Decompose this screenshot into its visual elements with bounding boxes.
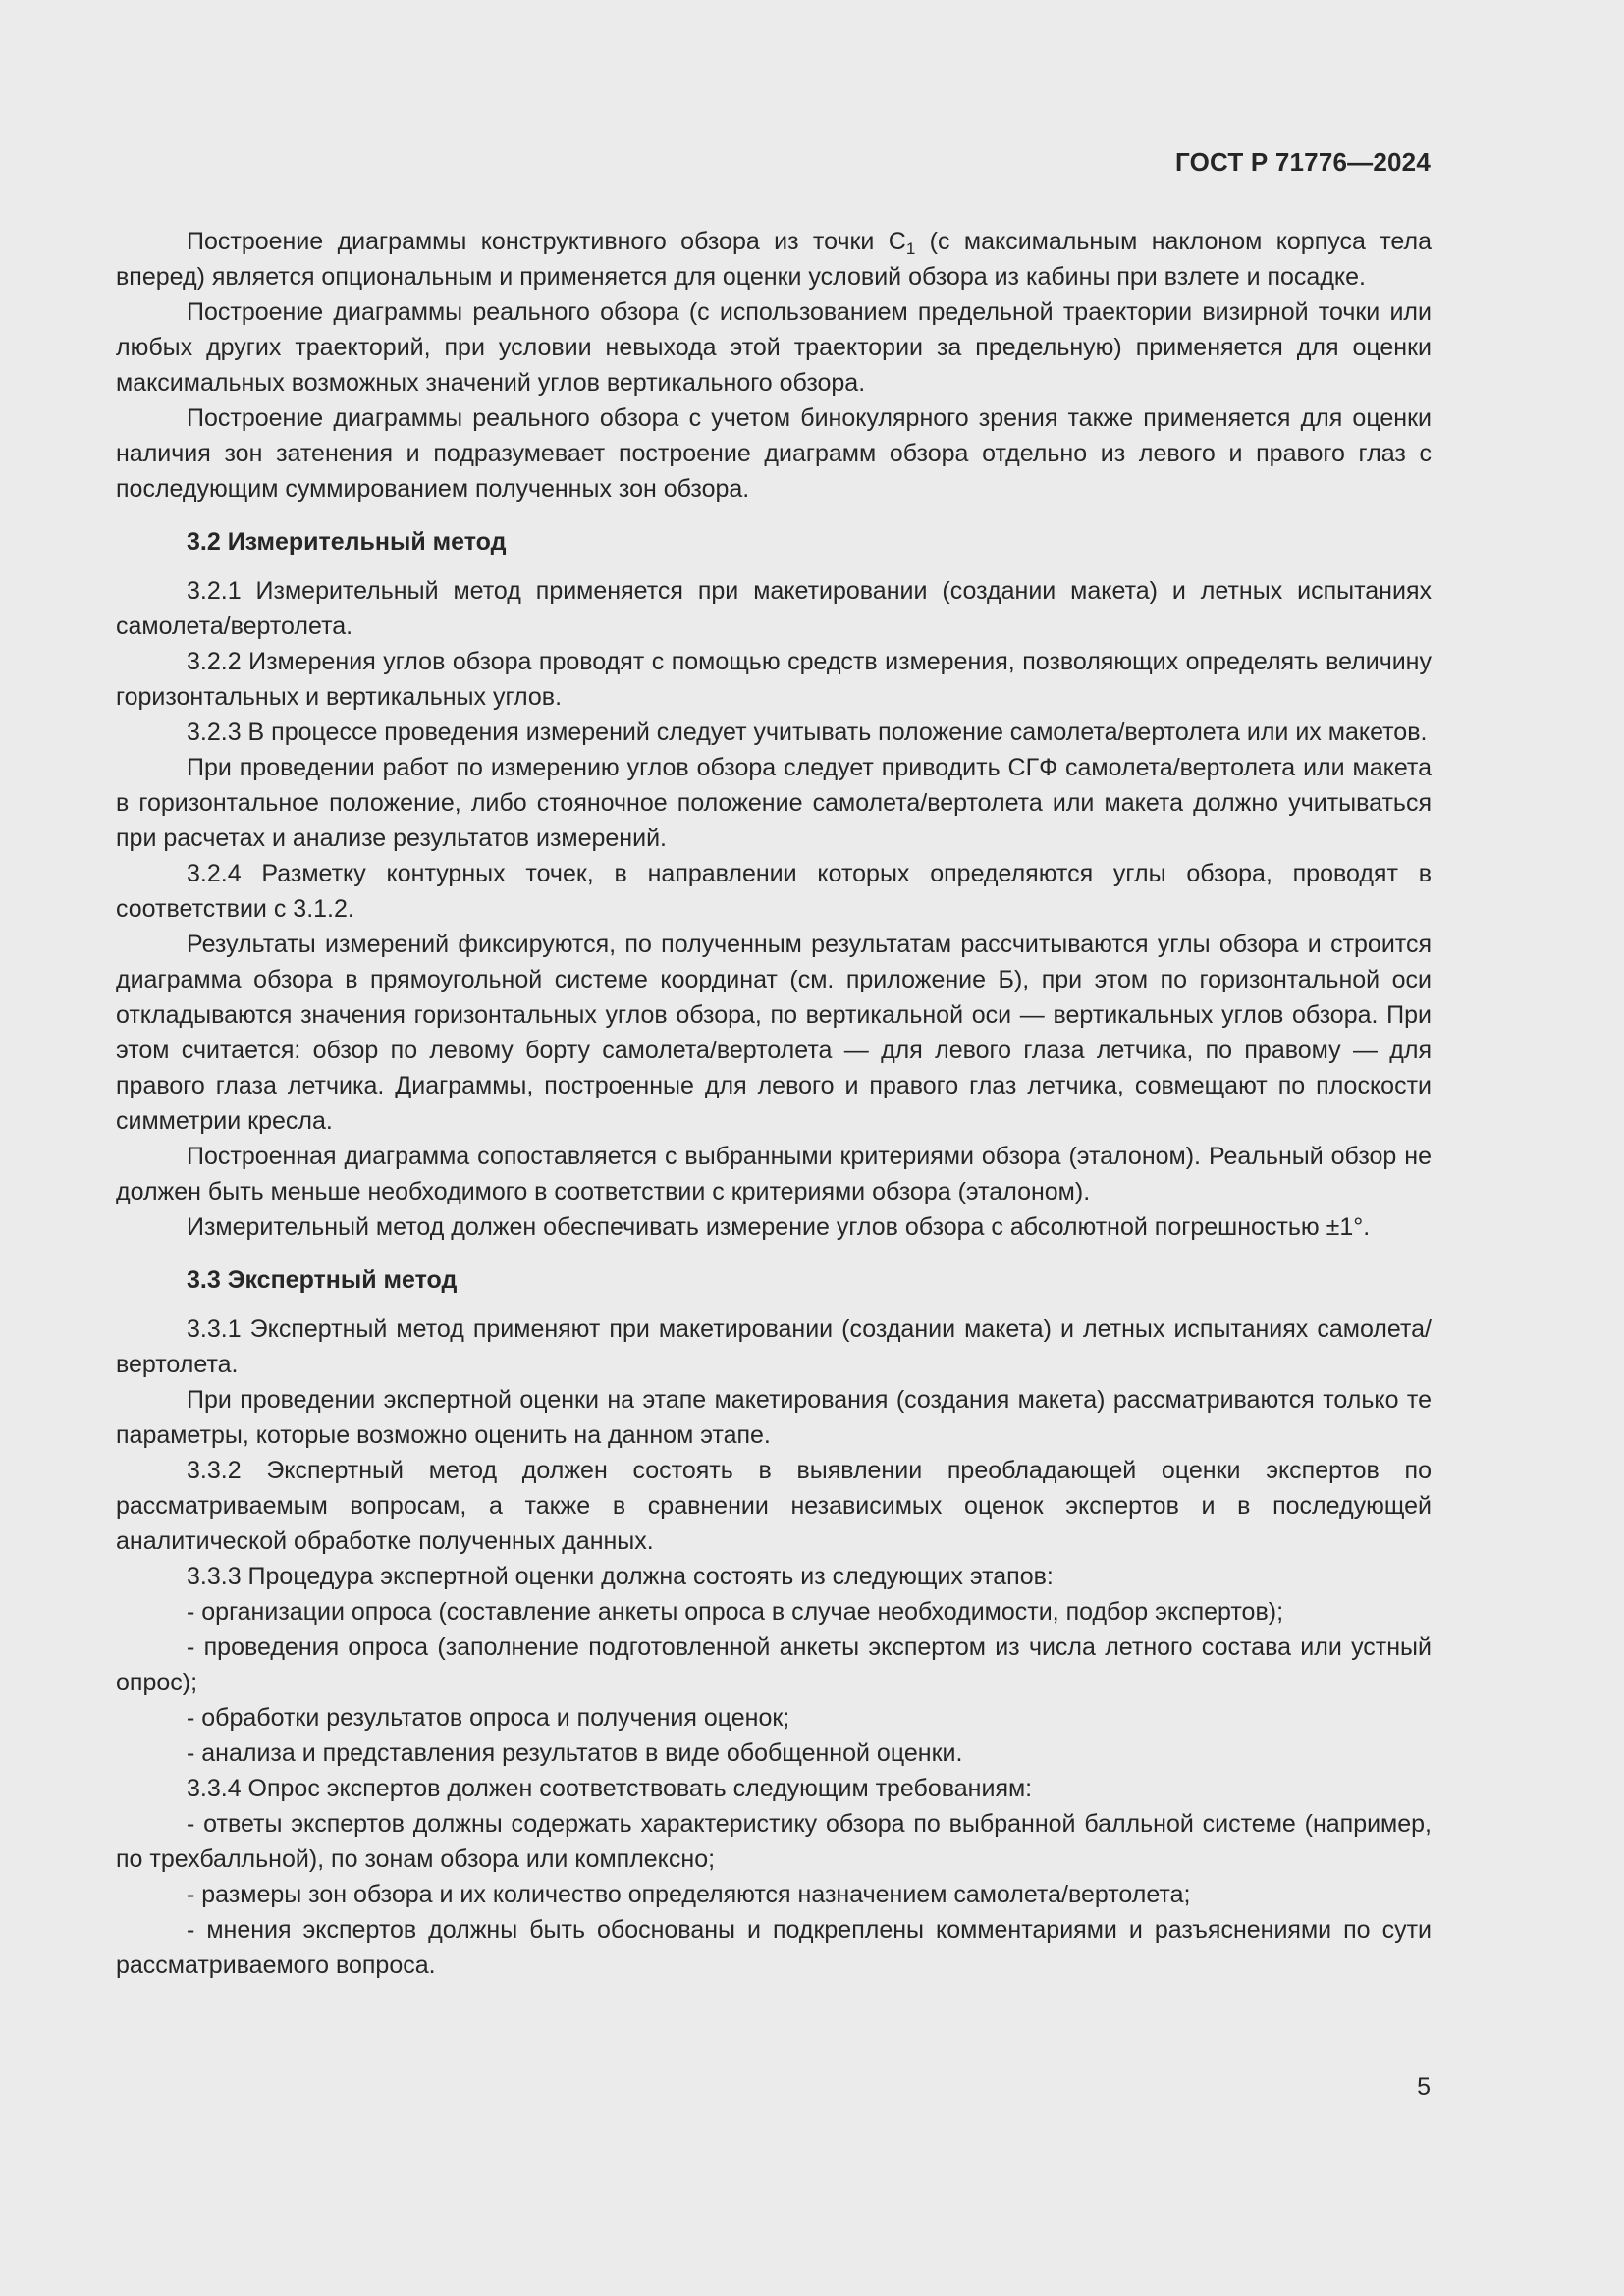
section-3-3-list-item: - проведения опроса (заполнение подготовленной анкеты экспертом из числа летного состава или устный опрос); (116, 1633, 1432, 1696)
section-3-3-heading: 3.3 Экспертный метод (187, 1266, 458, 1294)
section-3-3-list-item: - обработки результатов опроса и получения оценок; (187, 1704, 790, 1732)
section-3-3-list-item: - организации опроса (составление анкеты опроса в случае необходимости, подбор экспертов); (187, 1598, 1284, 1626)
section-3-3-list-item: - размеры зон обзора и их количество определяются назначением самолета/вертолета; (187, 1881, 1191, 1908)
section-3-3-paragraph: 3.3.3 Процедура экспертной оценки должна состоять из следующих этапов: (187, 1563, 1054, 1590)
intro-paragraph-1-subscript: 1 (905, 240, 916, 258)
section-3-2-paragraph: 3.2.2 Измерения углов обзора проводят с помощью средств измерения, позволяющих определять величину горизонтальных и вертикальных углов. (116, 648, 1432, 711)
intro-paragraph-1-text-b: (с максимальным наклоном корпуса тела вперед) является опциональным и применяется для оценки условий обзора из кабины при взлете и посадке. (116, 228, 1432, 291)
section-3-2-heading: 3.2 Измерительный метод (187, 528, 507, 556)
section-3-2-paragraph: Построенная диаграмма сопоставляется с выбранными критериями обзора (эталоном). Реальный обзор не должен быть меньше необходимого в соответствии с критериями обзора (эталоном). (116, 1143, 1432, 1205)
section-3-3-list-item: - анализа и представления результатов в виде обобщенной оценки. (187, 1739, 963, 1767)
section-3-2-paragraph: При проведении работ по измерению углов обзора следует приводить СГФ самолета/вертолета или макета в горизонтальное положение, либо стояночное положение самолета/вертолета или макета должно учитываться при расчетах и анализе результатов измерений. (116, 754, 1432, 852)
intro-paragraph-1 (116, 224, 1432, 294)
page-number: 5 (1417, 2073, 1431, 2101)
section-3-2-paragraph: 3.2.1 Измерительный метод применяется при макетировании (создании макета) и летных испытаниях самолета/вертолета. (116, 577, 1432, 640)
section-3-3-list-item: - ответы экспертов должны содержать характеристику обзора по выбранной балльной системе (например, по трехбалльной), по зонам обзора или комплексно; (116, 1810, 1432, 1873)
section-3-3-list-item: - мнения экспертов должны быть обоснованы и подкреплены комментариями и разъяснениями по сути рассматриваемого вопроса. (116, 1916, 1432, 1979)
section-3-2-paragraph: 3.2.4 Разметку контурных точек, в направлении которых определяются углы обзора, проводят в соответствии с 3.1.2. (116, 860, 1432, 923)
intro-paragraph-2: Построение диаграммы реального обзора (с использованием предельной траектории визирной точки или любых других траекторий, при условии невыхода этой траектории за предельную) применяется для оценки максимальных возможных значений углов вертикального обзора. (116, 298, 1432, 397)
section-3-3-paragraph: 3.3.4 Опрос экспертов должен соответствовать следующим требованиям: (187, 1775, 1033, 1802)
page-body (116, 224, 1432, 1983)
document-code-header: ГОСТ Р 71776—2024 (1175, 147, 1431, 177)
section-3-3-paragraph: 3.3.1 Экспертный метод применяют при макетировании (создании макета) и летных испытаниях самолета/вертолета. (116, 1315, 1432, 1378)
section-3-2-paragraph: 3.2.3 В процессе проведения измерений следует учитывать положение самолета/вертолета или их макетов. (187, 719, 1428, 746)
intro-paragraph-3: Построение диаграммы реального обзора с учетом бинокулярного зрения также применяется для оценки наличия зон затенения и подразумевает построение диаграмм обзора отдельно из левого и правого глаз с последующим суммированием полученных зон обзора. (116, 404, 1432, 503)
section-3-3-paragraph: При проведении экспертной оценки на этапе макетирования (создания макета) рассматриваются только те параметры, которые возможно оценить на данном этапе. (116, 1386, 1432, 1449)
section-3-3-paragraph: 3.3.2 Экспертный метод должен состоять в выявлении преобладающей оценки экспертов по рассматриваемым вопросам, а также в сравнении независимых оценок экспертов и в последующей аналитической обработке полученных данных. (116, 1457, 1432, 1555)
section-3-2-paragraph: Результаты измерений фиксируются, по полученным результатам рассчитываются углы обзора и строится диаграмма обзора в прямоугольной системе координат (см. приложение Б), при этом по горизонтальной оси откладываются значения горизонтальных углов обзора, по вертикальной оси — вертикальных углов обзора. При этом считается: обзор по левому борту самолета/вертолета — для левого глаза летчика, по правому — для правого глаза летчика. Диаграммы, построенные для левого и правого глаз летчика, совмещают по плоскости симметрии кресла. (116, 931, 1432, 1135)
section-3-2-paragraph: Измерительный метод должен обеспечивать измерение углов обзора с абсолютной погрешностью ±1°. (187, 1213, 1371, 1241)
intro-paragraph-1-text-a: Построение диаграммы конструктивного обзора из точки С (187, 228, 906, 255)
